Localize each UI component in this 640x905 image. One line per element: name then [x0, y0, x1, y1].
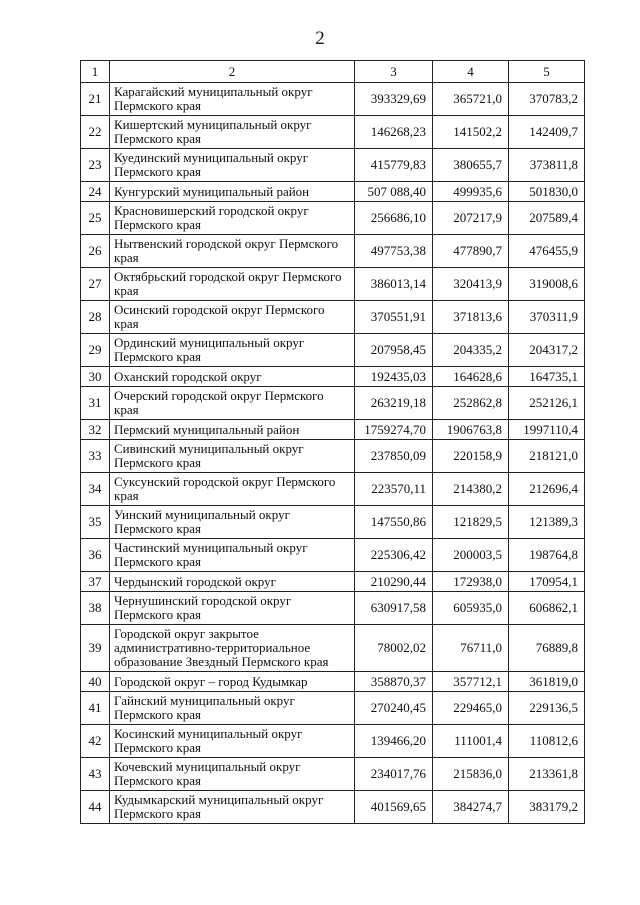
table-header-row — [81, 61, 585, 83]
value-col-5: 361819,0 — [509, 672, 585, 692]
table-row — [81, 83, 585, 116]
value-col-5: 212696,4 — [509, 473, 585, 506]
value-col-5: 218121,0 — [509, 440, 585, 473]
value-col-4: 111001,4 — [433, 725, 509, 758]
value-col-5: 383179,2 — [509, 791, 585, 824]
value-col-3: 223570,11 — [355, 473, 433, 506]
value-col-4: 200003,5 — [433, 539, 509, 572]
value-col-5: 142409,7 — [509, 116, 585, 149]
row-number: 40 — [81, 672, 110, 692]
value-col-3: 147550,86 — [355, 506, 433, 539]
value-col-3: 210290,44 — [355, 572, 433, 592]
table-row — [81, 592, 585, 625]
row-number: 28 — [81, 301, 110, 334]
municipality-name: Городской округ – город Кудымкар — [110, 672, 355, 692]
value-col-4: 207217,9 — [433, 202, 509, 235]
value-col-3: 270240,45 — [355, 692, 433, 725]
value-col-3: 386013,14 — [355, 268, 433, 301]
row-number: 35 — [81, 506, 110, 539]
municipality-name: Чердынский городской округ — [110, 572, 355, 592]
table-row — [81, 440, 585, 473]
value-col-3: 370551,91 — [355, 301, 433, 334]
row-number: 27 — [81, 268, 110, 301]
row-number: 43 — [81, 758, 110, 791]
table-row — [81, 235, 585, 268]
value-col-3: 146268,23 — [355, 116, 433, 149]
municipality-name: Сивинский муниципальный округ Пермского края — [110, 440, 355, 473]
value-col-5: 110812,6 — [509, 725, 585, 758]
value-col-3: 415779,83 — [355, 149, 433, 182]
row-number: 30 — [81, 367, 110, 387]
municipality-name: Очерский городской округ Пермского края — [110, 387, 355, 420]
value-col-4: 220158,9 — [433, 440, 509, 473]
municipality-name: Карагайский муниципальный округ Пермского края — [110, 83, 355, 116]
value-col-5: 319008,6 — [509, 268, 585, 301]
value-col-4: 172938,0 — [433, 572, 509, 592]
value-col-4: 204335,2 — [433, 334, 509, 367]
value-col-3: 263219,18 — [355, 387, 433, 420]
municipality-name: Кудымкарский муниципальный округ Пермского края — [110, 791, 355, 824]
municipality-name: Куединский муниципальный округ Пермского края — [110, 149, 355, 182]
table-row — [81, 506, 585, 539]
column-header-5: 5 — [509, 61, 585, 83]
row-number: 37 — [81, 572, 110, 592]
value-col-5: 606862,1 — [509, 592, 585, 625]
value-col-4: 384274,7 — [433, 791, 509, 824]
row-number: 44 — [81, 791, 110, 824]
value-col-3: 78002,02 — [355, 625, 433, 672]
table-row — [81, 334, 585, 367]
value-col-4: 76711,0 — [433, 625, 509, 672]
table-row — [81, 182, 585, 202]
value-col-4: 365721,0 — [433, 83, 509, 116]
value-col-4: 121829,5 — [433, 506, 509, 539]
table-row — [81, 539, 585, 572]
table-row — [81, 692, 585, 725]
column-header-1: 1 — [81, 61, 110, 83]
column-header-2: 2 — [110, 61, 355, 83]
value-col-3: 393329,69 — [355, 83, 433, 116]
value-col-3: 401569,65 — [355, 791, 433, 824]
budget-table — [80, 60, 585, 824]
value-col-4: 229465,0 — [433, 692, 509, 725]
value-col-3: 234017,76 — [355, 758, 433, 791]
value-col-5: 198764,8 — [509, 539, 585, 572]
value-col-4: 605935,0 — [433, 592, 509, 625]
municipality-name: Гайнский муниципальный округ Пермского края — [110, 692, 355, 725]
municipality-name: Пермский муниципальный район — [110, 420, 355, 440]
row-number: 31 — [81, 387, 110, 420]
value-col-3: 497753,38 — [355, 235, 433, 268]
table-row — [81, 116, 585, 149]
value-col-5: 164735,1 — [509, 367, 585, 387]
value-col-4: 252862,8 — [433, 387, 509, 420]
value-col-3: 358870,37 — [355, 672, 433, 692]
value-col-5: 213361,8 — [509, 758, 585, 791]
table-body — [81, 83, 585, 824]
value-col-4: 357712,1 — [433, 672, 509, 692]
value-col-4: 380655,7 — [433, 149, 509, 182]
value-col-5: 252126,1 — [509, 387, 585, 420]
municipality-name: Ординский муниципальный округ Пермского края — [110, 334, 355, 367]
municipality-name: Косинский муниципальный округ Пермского края — [110, 725, 355, 758]
column-header-4: 4 — [433, 61, 509, 83]
value-col-4: 499935,6 — [433, 182, 509, 202]
page-number: 2 — [315, 28, 325, 49]
value-col-5: 370311,9 — [509, 301, 585, 334]
row-number: 34 — [81, 473, 110, 506]
municipality-name: Кунгурский муниципальный район — [110, 182, 355, 202]
row-number: 25 — [81, 202, 110, 235]
column-header-3: 3 — [355, 61, 433, 83]
table-row — [81, 268, 585, 301]
municipality-name: Частинский муниципальный округ Пермского края — [110, 539, 355, 572]
value-col-5: 373811,8 — [509, 149, 585, 182]
municipality-name: Красновишерский городской округ Пермского края — [110, 202, 355, 235]
table-row — [81, 420, 585, 440]
row-number: 21 — [81, 83, 110, 116]
value-col-3: 256686,10 — [355, 202, 433, 235]
table-row — [81, 791, 585, 824]
table-row — [81, 387, 585, 420]
table-row — [81, 672, 585, 692]
row-number: 33 — [81, 440, 110, 473]
municipality-name: Чернушинский городской округ Пермского края — [110, 592, 355, 625]
row-number: 24 — [81, 182, 110, 202]
table-row — [81, 758, 585, 791]
value-col-4: 477890,7 — [433, 235, 509, 268]
value-col-5: 207589,4 — [509, 202, 585, 235]
row-number: 39 — [81, 625, 110, 672]
table-row — [81, 473, 585, 506]
municipality-name: Кишертский муниципальный округ Пермского края — [110, 116, 355, 149]
value-col-4: 1906763,8 — [433, 420, 509, 440]
value-col-5: 76889,8 — [509, 625, 585, 672]
value-col-4: 320413,9 — [433, 268, 509, 301]
value-col-5: 170954,1 — [509, 572, 585, 592]
row-number: 42 — [81, 725, 110, 758]
value-col-5: 370783,2 — [509, 83, 585, 116]
table-row — [81, 572, 585, 592]
municipality-name: Кочевский муниципальный округ Пермского края — [110, 758, 355, 791]
municipality-name: Уинский муниципальный округ Пермского края — [110, 506, 355, 539]
value-col-5: 1997110,4 — [509, 420, 585, 440]
table-row — [81, 625, 585, 672]
value-col-3: 630917,58 — [355, 592, 433, 625]
row-number: 29 — [81, 334, 110, 367]
row-number: 38 — [81, 592, 110, 625]
value-col-5: 501830,0 — [509, 182, 585, 202]
value-col-4: 141502,2 — [433, 116, 509, 149]
value-col-5: 229136,5 — [509, 692, 585, 725]
row-number: 41 — [81, 692, 110, 725]
row-number: 22 — [81, 116, 110, 149]
row-number: 32 — [81, 420, 110, 440]
table-row — [81, 367, 585, 387]
value-col-4: 164628,6 — [433, 367, 509, 387]
municipality-name: Суксунский городской округ Пермского края — [110, 473, 355, 506]
value-col-5: 204317,2 — [509, 334, 585, 367]
municipality-name: Осинский городской округ Пермского края — [110, 301, 355, 334]
value-col-4: 214380,2 — [433, 473, 509, 506]
table-row — [81, 725, 585, 758]
value-col-3: 507 088,40 — [355, 182, 433, 202]
value-col-3: 207958,45 — [355, 334, 433, 367]
row-number: 26 — [81, 235, 110, 268]
table-row — [81, 301, 585, 334]
municipality-name: Городской округ закрытое административно-территориальное образование Звездный Пермского края — [110, 625, 355, 672]
value-col-3: 1759274,70 — [355, 420, 433, 440]
value-col-3: 139466,20 — [355, 725, 433, 758]
row-number: 23 — [81, 149, 110, 182]
value-col-3: 237850,09 — [355, 440, 433, 473]
row-number: 36 — [81, 539, 110, 572]
municipality-name: Октябрьский городской округ Пермского края — [110, 268, 355, 301]
value-col-5: 476455,9 — [509, 235, 585, 268]
table-row — [81, 149, 585, 182]
value-col-4: 371813,6 — [433, 301, 509, 334]
value-col-5: 121389,3 — [509, 506, 585, 539]
municipality-name: Нытвенский городской округ Пермского края — [110, 235, 355, 268]
municipality-name: Оханский городской округ — [110, 367, 355, 387]
value-col-3: 225306,42 — [355, 539, 433, 572]
value-col-4: 215836,0 — [433, 758, 509, 791]
table-row — [81, 202, 585, 235]
value-col-3: 192435,03 — [355, 367, 433, 387]
